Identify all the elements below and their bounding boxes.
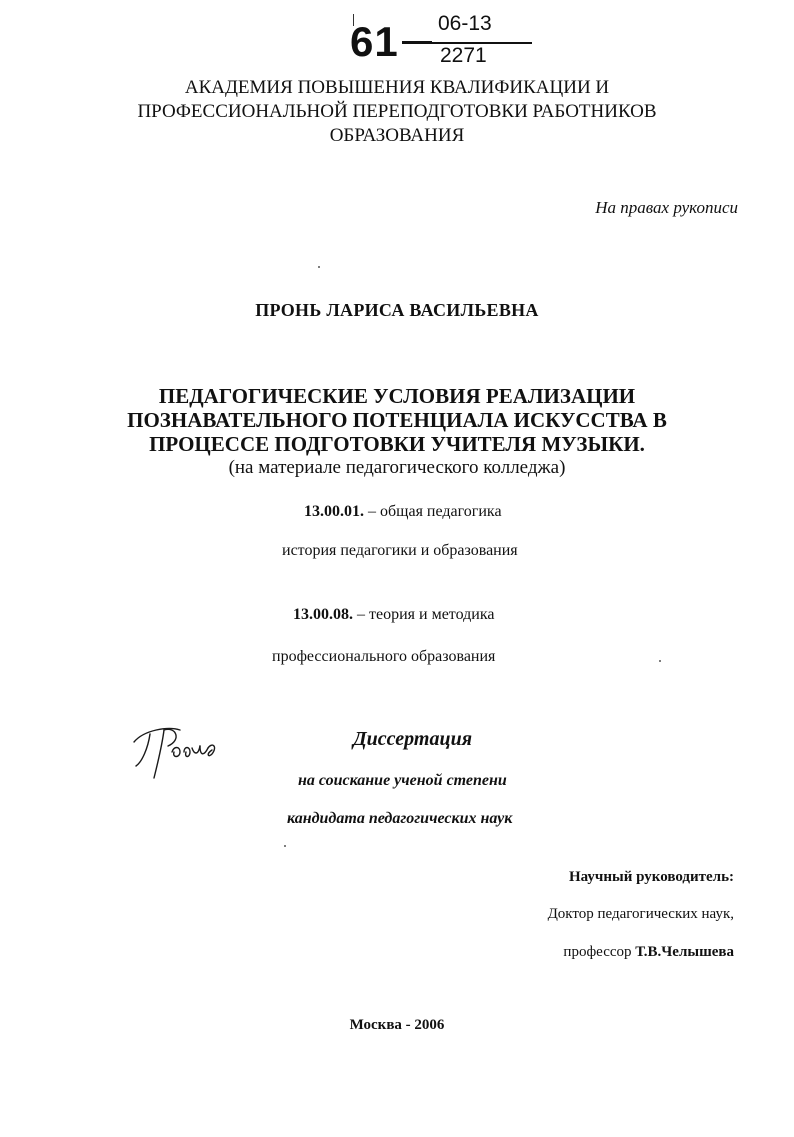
degree-line-2: кандидата педагогических наук <box>287 810 513 827</box>
city-year: Москва - 2006 <box>349 1017 445 1033</box>
dissertation-subtitle: (на материале педагогического колледжа) <box>228 457 566 478</box>
specialty-2-continuation: профессионального образования <box>272 648 496 665</box>
title-line-1: ПЕДАГОГИЧЕСКИЕ УСЛОВИЯ РЕАЛИЗАЦИИ <box>158 384 636 408</box>
document-type: Диссертация <box>353 728 472 750</box>
advisor-title <box>563 944 734 961</box>
title-line-2: ПОЗНАВАТЕЛЬНОГО ПОТЕНЦИАЛА ИСКУССТВА В <box>127 408 667 432</box>
advisor-rank: профессор <box>563 944 632 960</box>
title-line-3: ПРОЦЕССЕ ПОДГОТОВКИ УЧИТЕЛЯ МУЗЫКИ. <box>149 432 645 456</box>
specialty-1-code: 13.00.01. <box>304 503 364 520</box>
specialty-1-name: – общая педагогика <box>368 503 502 520</box>
rights-notice: На правах рукописи <box>595 198 738 217</box>
call-number-main: 61 <box>350 18 399 65</box>
institution-header <box>0 76 794 148</box>
scan-speck <box>318 266 320 268</box>
specialty-2 <box>293 606 494 624</box>
advisor-degree: Доктор педагогических наук, <box>547 906 734 922</box>
author-name: ПРОНЬ ЛАРИСА ВАСИЛЬЕВНА <box>255 300 539 320</box>
advisor-label: Научный руководитель: <box>569 869 734 885</box>
institution-line-1: АКАДЕМИЯ ПОВЫШЕНИЯ КВАЛИФИКАЦИИ И <box>184 77 610 98</box>
specialty-1 <box>304 503 502 521</box>
advisor-name: Т.В.Челышева <box>635 944 734 960</box>
specialty-2-name: – теория и методика <box>357 606 495 623</box>
handwritten-signature <box>128 700 228 790</box>
specialty-1-continuation: история педагогики и образования <box>282 542 518 559</box>
call-number-bottom: 2271 <box>440 44 487 67</box>
dissertation-title <box>0 384 794 456</box>
specialty-2-code: 13.00.08. <box>293 606 353 623</box>
scan-speck <box>659 660 661 662</box>
scan-speck <box>284 845 286 847</box>
institution-line-2: ПРОФЕССИОНАЛЬНОЙ ПЕРЕПОДГОТОВКИ РАБОТНИКОВ <box>137 101 657 122</box>
call-number-top: 06-13 <box>438 12 492 35</box>
degree-line-1: на соискание ученой степени <box>298 772 507 789</box>
institution-line-3: ОБРАЗОВАНИЯ <box>329 125 465 146</box>
